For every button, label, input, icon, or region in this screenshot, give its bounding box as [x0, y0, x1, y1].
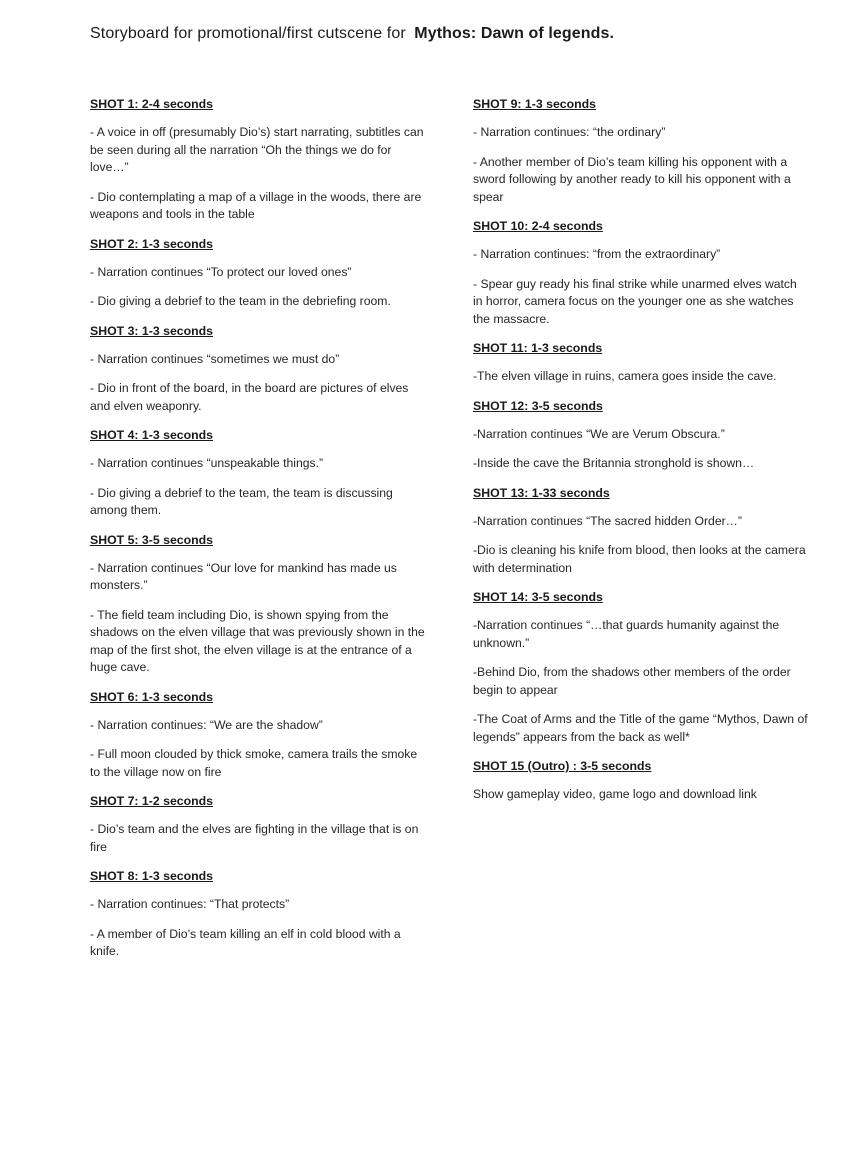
- shot-description: - Narration continues: “from the extraordinary”: [473, 247, 721, 261]
- shot-description: - Narration continues: “We are the shadow”: [90, 717, 323, 732]
- shot-block: [90, 793, 425, 856]
- shot-heading: SHOT 10: 2-4 seconds: [473, 219, 603, 233]
- shot-description: - Narration continues: “That protects”: [90, 897, 290, 911]
- shot-heading: SHOT 7: 1-2 seconds: [90, 794, 214, 808]
- shot-description: - A voice in off (presumably Dio’s) start narrating, subtitles can be seen during all the narration “Oh the things we do for love…”: [90, 125, 424, 174]
- shot-description: - Narration continues: “the ordinary”: [473, 125, 666, 139]
- shot-block: [90, 868, 425, 961]
- shot-description: - Narration continues “To protect our loved ones”: [90, 264, 352, 279]
- shot-block: [473, 589, 808, 746]
- shot-description: Show gameplay video, game logo and download link: [473, 787, 757, 801]
- shot-block: [473, 485, 808, 578]
- shot-description: - Dio contemplating a map of a village in the woods, there are weapons and tools in the table: [90, 189, 422, 221]
- shot-description: -The Coat of Arms and the Title of the game “Mythos, Dawn of legends” appears from the back as well*: [473, 712, 808, 744]
- shot-heading: SHOT 8: 1-3 seconds: [90, 869, 214, 883]
- shot-description: - Narration continues “unspeakable things.”: [90, 456, 324, 470]
- shot-description: - A member of Dio’s team killing an elf in cold blood with a knife.: [90, 926, 401, 958]
- shot-description: - Spear guy ready his final strike while unarmed elves watch in horror, camera focus on the younger one as she watches the massacre.: [473, 276, 797, 326]
- shot-heading: SHOT 11: 1-3 seconds: [473, 341, 603, 355]
- shot-heading: SHOT 9: 1-3 seconds: [473, 97, 597, 111]
- shot-description: -The elven village in ruins, camera goes inside the cave.: [473, 369, 777, 383]
- shot-description: -Dio is cleaning his knife from blood, then looks at the camera with determination: [473, 543, 806, 575]
- shot-description: - Dio in front of the board, in the board are pictures of elves and elven weaponry.: [90, 381, 409, 413]
- shot-block: [90, 427, 425, 520]
- shot-heading: SHOT 5: 3-5 seconds: [90, 532, 214, 547]
- shot-block: [473, 340, 808, 386]
- shot-block: [473, 758, 808, 804]
- right-column: [473, 96, 808, 816]
- shot-heading: SHOT 4: 1-3 seconds: [90, 428, 214, 442]
- shot-block: [90, 236, 425, 311]
- left-column: [90, 96, 425, 973]
- shot-heading: SHOT 13: 1-33 seconds: [473, 485, 610, 500]
- page-title: [90, 25, 614, 43]
- shot-heading: SHOT 6: 1-3 seconds: [90, 689, 214, 704]
- shot-description: - Narration continues “sometimes we must do”: [90, 351, 340, 366]
- shot-block: [473, 96, 808, 206]
- game-title: Mythos: Dawn of legends.: [414, 25, 615, 42]
- shot-description: -Narration continues “We are Verum Obscura.”: [473, 426, 725, 441]
- shot-block: [473, 218, 808, 328]
- shot-block: [90, 323, 425, 416]
- shot-description: -Behind Dio, from the shadows other members of the order begin to appear: [473, 665, 791, 697]
- shot-description: - Another member of Dio’s team killing his opponent with a sword following by another ready to kill his opponent with a spear: [473, 154, 791, 204]
- shot-heading: SHOT 3: 1-3 seconds: [90, 323, 214, 338]
- shot-block: [473, 398, 808, 473]
- shot-heading: SHOT 2: 1-3 seconds: [90, 236, 214, 251]
- shot-heading: SHOT 15 (Outro) : 3-5 seconds: [473, 759, 652, 773]
- shot-description: - The field team including Dio, is shown spying from the shadows on the elven village that was previously shown in the map of the first shot, the elven village is at the entrance of a huge cave.: [90, 607, 425, 674]
- shot-description: - Dio giving a debrief to the team, the team is discussing among them.: [90, 485, 393, 517]
- shot-description: -Narration continues “…that guards humanity against the unknown.”: [473, 618, 780, 650]
- shot-description: -Inside the cave the Britannia stronghold is shown…: [473, 456, 755, 470]
- title-prefix: Storyboard for promotional/first cutscene for: [90, 25, 406, 42]
- shot-block: [90, 96, 425, 224]
- shot-description: - Narration continues “Our love for mankind has made us monsters.”: [90, 560, 397, 592]
- shot-description: - Full moon clouded by thick smoke, camera trails the smoke to the village now on fire: [90, 747, 418, 779]
- shot-block: [90, 689, 425, 782]
- shot-block: [90, 532, 425, 677]
- shot-heading: SHOT 14: 3-5 seconds: [473, 590, 603, 604]
- shot-heading: SHOT 12: 3-5 seconds: [473, 398, 603, 413]
- shot-description: -Narration continues “The sacred hidden Order…”: [473, 513, 742, 528]
- shot-description: - Dio giving a debrief to the team in the debriefing room.: [90, 294, 391, 308]
- shot-heading: SHOT 1: 2-4 seconds: [90, 97, 214, 111]
- shot-description: - Dio’s team and the elves are fighting in the village that is on fire: [90, 822, 419, 854]
